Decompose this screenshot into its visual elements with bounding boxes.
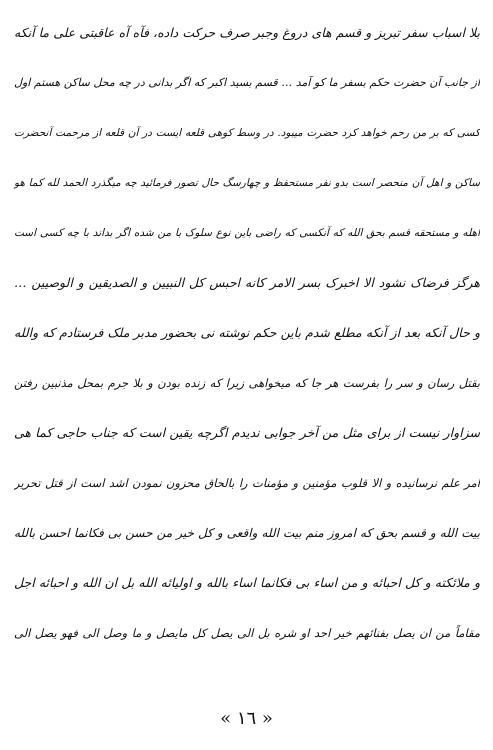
text-line-10: امر علم نرسانیده و الا قلوب مؤمنین و مؤمنات را بالحاق محزون نمودن اشد است از قتل تحریر — [14, 476, 480, 490]
text-line-4: ساکن و اهل آن منحصر است بدو نفر مستحفظ و چهارسگ حال تصور فرمائید چه میگذرد الحمد لله کما هو — [14, 177, 480, 189]
text-line-5: اهله و مستحقه قسم بحق الله که آنکسی که راضی باین نوع سلوک با من شده اگر بداند با چه کسی است — [14, 227, 480, 239]
text-line-11: بیت الله و قسم بحق که امروز منم بیت الله واقعی و کل خیر من حسن بی فکانما احسن بالله — [14, 526, 480, 540]
text-line-13: مقاماً من ان یصل بفنائهم خیر احد او شره بل الی یصل کل مایصل و ما وصل الی فهو یصل الی — [14, 626, 480, 640]
text-line-6: هرگز فرضاک نشود الا اخبرک بسر الامر کانه احبس کل النبیین و الصدیقین و الوصیین … — [14, 275, 480, 290]
text-line-3: کسی که بر من رحم خواهد کرد حضرت میبود. در وسط کوهی قلعه ایست در آن قلعه از مرحمت آنحضرت — [14, 127, 480, 139]
text-line-12: و ملائکته و کل احبائه و من اساء بی فکانما اساء بالله و اولیائه الله بل ان الله و احبائه اجل — [14, 575, 480, 590]
text-line-8: بقتل رسان و سر را بفرست هر جا که میخواهی زیرا که زنده بودن و بلا جرم بمحل مذنبین رفتن — [14, 376, 480, 390]
manuscript-text-block — [14, 10, 480, 660]
text-line-9: سزاوار نیست از برای مثل من آخر جوابی ندیدم اگرچه یقین است که جناب حاجی کما هی — [14, 425, 480, 440]
text-line-7: و حال آنکه بعد از آنکه مطلع شدم باین حکم نوشته نی بحضور مدبر ملک فرستادم که والله — [14, 325, 480, 340]
page-number: « ١٦ » — [220, 708, 273, 729]
text-line-1: بلا اسباب سفر تبریز و قسم های دروغ وجبر صرف حرکت داده، فآه آه عاقبتی علی ما آنکه — [14, 25, 480, 40]
text-line-2: از جانب آن حضرت حکم بسفر ما کو آمد … قسم بسید اکبر که اگر بدانی در چه محل ساکن هستم اول — [14, 76, 480, 89]
